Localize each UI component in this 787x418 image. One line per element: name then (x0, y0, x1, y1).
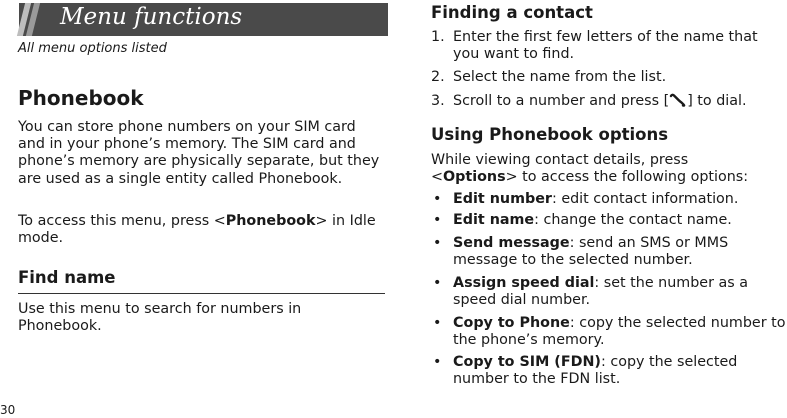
find-name-heading: Find name (18, 268, 116, 287)
options-intro-line1: While viewing contact details, press (431, 152, 689, 168)
step-number: 1. (431, 29, 445, 45)
access-text-pre: To access this menu, press < (18, 213, 226, 229)
option-name: Send message (453, 235, 570, 251)
option-desc: : edit contact information. (551, 191, 739, 207)
step-number: 3. (431, 93, 445, 109)
option-name: Edit name (453, 212, 535, 228)
list-item (431, 235, 787, 269)
option-text (453, 315, 787, 349)
step-number: 2. (431, 69, 445, 85)
finding-contact-heading: Finding a contact (431, 3, 593, 22)
options-intro-post: > to access the following options: (505, 169, 749, 186)
phonebook-heading: Phonebook (18, 86, 144, 110)
phonebook-access-instruction (18, 213, 386, 247)
option-text (453, 354, 787, 388)
bullet: • (433, 191, 442, 207)
step-text: Select the name from the list. (453, 69, 667, 85)
option-desc: : copy the selected number to the FDN list. (453, 354, 738, 388)
step-text (453, 93, 787, 110)
option-desc: : send an SMS or MMS message to the selected number. (453, 235, 729, 269)
options-intro-line2 (431, 169, 787, 186)
option-text (453, 235, 787, 269)
option-desc: : set the number as a speed dial number. (453, 275, 749, 309)
bullet: • (433, 212, 442, 228)
options-softkey: Options (442, 169, 506, 186)
phonebook-description: You can store phone numbers on your SIM card and in your phone’s memory. The SIM card and phone’s memory are physically separate, but they are used as a single entity called Phonebook. (18, 119, 380, 187)
option-name: Copy to SIM (FDN) (453, 354, 601, 370)
list-item (431, 354, 787, 388)
option-name: Copy to Phone (453, 315, 570, 331)
list-item (431, 315, 787, 349)
option-text (453, 191, 787, 208)
step-text-post: ] to dial. (687, 93, 747, 109)
bullet: • (433, 354, 442, 370)
phonebook-options-heading: Using Phonebook options (431, 125, 669, 144)
step-item (431, 29, 787, 63)
list-item (431, 191, 787, 208)
find-name-description: Use this menu to search for numbers in Phonebook. (18, 301, 302, 335)
bullet: • (433, 235, 442, 251)
dial-key-icon (669, 93, 687, 107)
bullet: • (433, 275, 442, 291)
option-desc: : change the contact name. (534, 212, 732, 228)
option-text (453, 212, 787, 229)
list-item (431, 212, 787, 229)
banner-subtitle: All menu options listed (18, 41, 167, 56)
step-text-pre: Scroll to a number and press [ (453, 93, 670, 109)
option-name: Edit number (453, 191, 552, 207)
option-name: Assign speed dial (453, 275, 595, 291)
heading-rule (18, 293, 385, 294)
step-item (431, 69, 787, 86)
options-intro (431, 152, 787, 186)
access-softkey: Phonebook (225, 213, 316, 229)
page-number: 30 (0, 403, 16, 417)
option-text (453, 275, 787, 309)
access-text-post: > in Idle mode. (18, 213, 376, 247)
step-text: Enter the first few letters of the name that you want to find. (453, 29, 758, 63)
step-item (431, 93, 787, 110)
list-item (431, 275, 787, 309)
option-desc: : copy the selected number to the phone’s memory. (453, 315, 786, 349)
banner-title: Menu functions (60, 4, 243, 30)
options-intro-pre: < (431, 169, 443, 186)
bullet: • (433, 315, 442, 331)
